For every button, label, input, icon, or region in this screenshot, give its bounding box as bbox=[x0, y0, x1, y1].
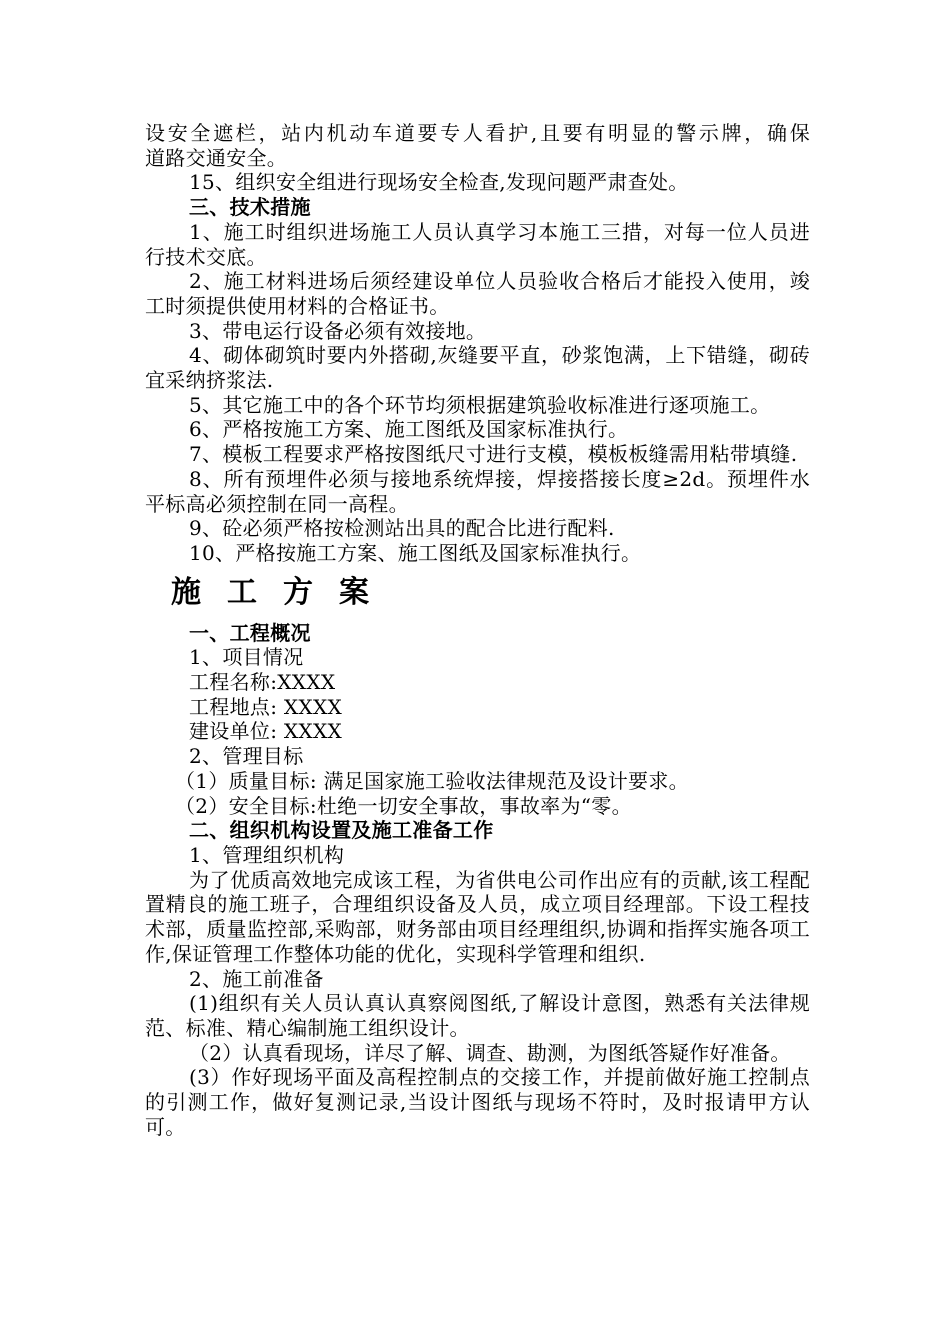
list-item: 2、施工材料进场后须经建设单位人员验收合格后才能投入使用，竣工时须提供使用材料的合格证书。 bbox=[145, 269, 810, 318]
construction-unit: 建设单位: XXXX bbox=[189, 719, 343, 744]
section-heading-overview: 一、工程概况 bbox=[189, 620, 311, 645]
section-heading-tech: 三、技术措施 bbox=[189, 195, 311, 220]
text-line: 道路交通安全。 bbox=[145, 145, 288, 170]
section-heading-org: 二、组织机构设置及施工准备工作 bbox=[189, 818, 494, 843]
project-location: 工程地点: XXXX bbox=[189, 694, 343, 719]
list-item: 3、带电运行设备必须有效接地。 bbox=[189, 318, 487, 343]
list-item: 10、严格按施工方案、施工图纸及国家标准执行。 bbox=[189, 540, 642, 565]
list-item: 6、严格按施工方案、施工图纸及国家标准执行。 bbox=[189, 417, 629, 442]
prep-item: （2）认真看现场，详尽了解、调查、勘测，为图纸答疑作好准备。 bbox=[189, 1040, 791, 1065]
goal-item: （1）质量目标: 满足国家施工验收法律规范及设计要求。 bbox=[175, 768, 689, 793]
list-item: 9、砼必须严格按检测站出具的配合比进行配料. bbox=[189, 516, 615, 541]
list-item: 1、施工时组织进场施工人员认真学习本施工三措，对每一位人员进行技术交底。 bbox=[145, 219, 810, 269]
paragraph: 为了优质高效地完成该工程，为省供电公司作出应有的贡献,该工程配置精良的施工班子，合理组织设备及人员，成立项目经理部。下设工程技术部，质量监控部,采购部，财务部由项目经理组织,协调和指挥实施各项工作,保证管理工作整体功能的优化，实现科学管理和组织. bbox=[145, 867, 810, 966]
project-name: 工程名称:XXXX bbox=[189, 670, 336, 695]
subheading: 1、管理组织机构 bbox=[189, 842, 345, 867]
document-page bbox=[145, 121, 810, 1139]
goal-item: （2）安全目标:杜绝一切安全事故，事故率为“零。 bbox=[175, 793, 632, 818]
list-item: 15、组织安全组进行现场安全检查,发现问题严肃查处。 bbox=[189, 170, 689, 195]
prep-item: (3）作好现场平面及高程控制点的交接工作，并提前做好施工控制点的引测工作，做好复测记录,当设计图纸与现场不符时，及时报请甲方认可。 bbox=[145, 1065, 810, 1139]
list-item: 8、所有预埋件必须与接地系统焊接，焊接搭接长度≥2d。预埋件水平标高必须控制在同一高程。 bbox=[145, 466, 810, 516]
document-title: 施工方案 bbox=[171, 574, 395, 610]
prep-item: (1)组织有关人员认真认真察阅图纸,了解设计意图，熟悉有关法律规范、标准、精心编制施工组织设计。 bbox=[145, 991, 810, 1040]
subheading: 2、施工前准备 bbox=[189, 966, 324, 991]
subheading: 1、项目情况 bbox=[189, 645, 304, 670]
text-line: 设安全遮栏，站内机动车道要专人看护,且要有明显的警示牌，确保 bbox=[145, 121, 810, 145]
list-item: 5、其它施工中的各个环节均须根据建筑验收标准进行逐项施工。 bbox=[189, 392, 771, 417]
list-item: 7、模板工程要求严格按图纸尺寸进行支模，模板板缝需用粘带填缝. bbox=[189, 442, 798, 467]
subheading: 2、管理目标 bbox=[189, 744, 304, 769]
list-item: 4、砌体砌筑时要内外搭砌,灰缝要平直，砂浆饱满，上下错缝，砌砖宜采纳挤浆法. bbox=[145, 343, 810, 393]
